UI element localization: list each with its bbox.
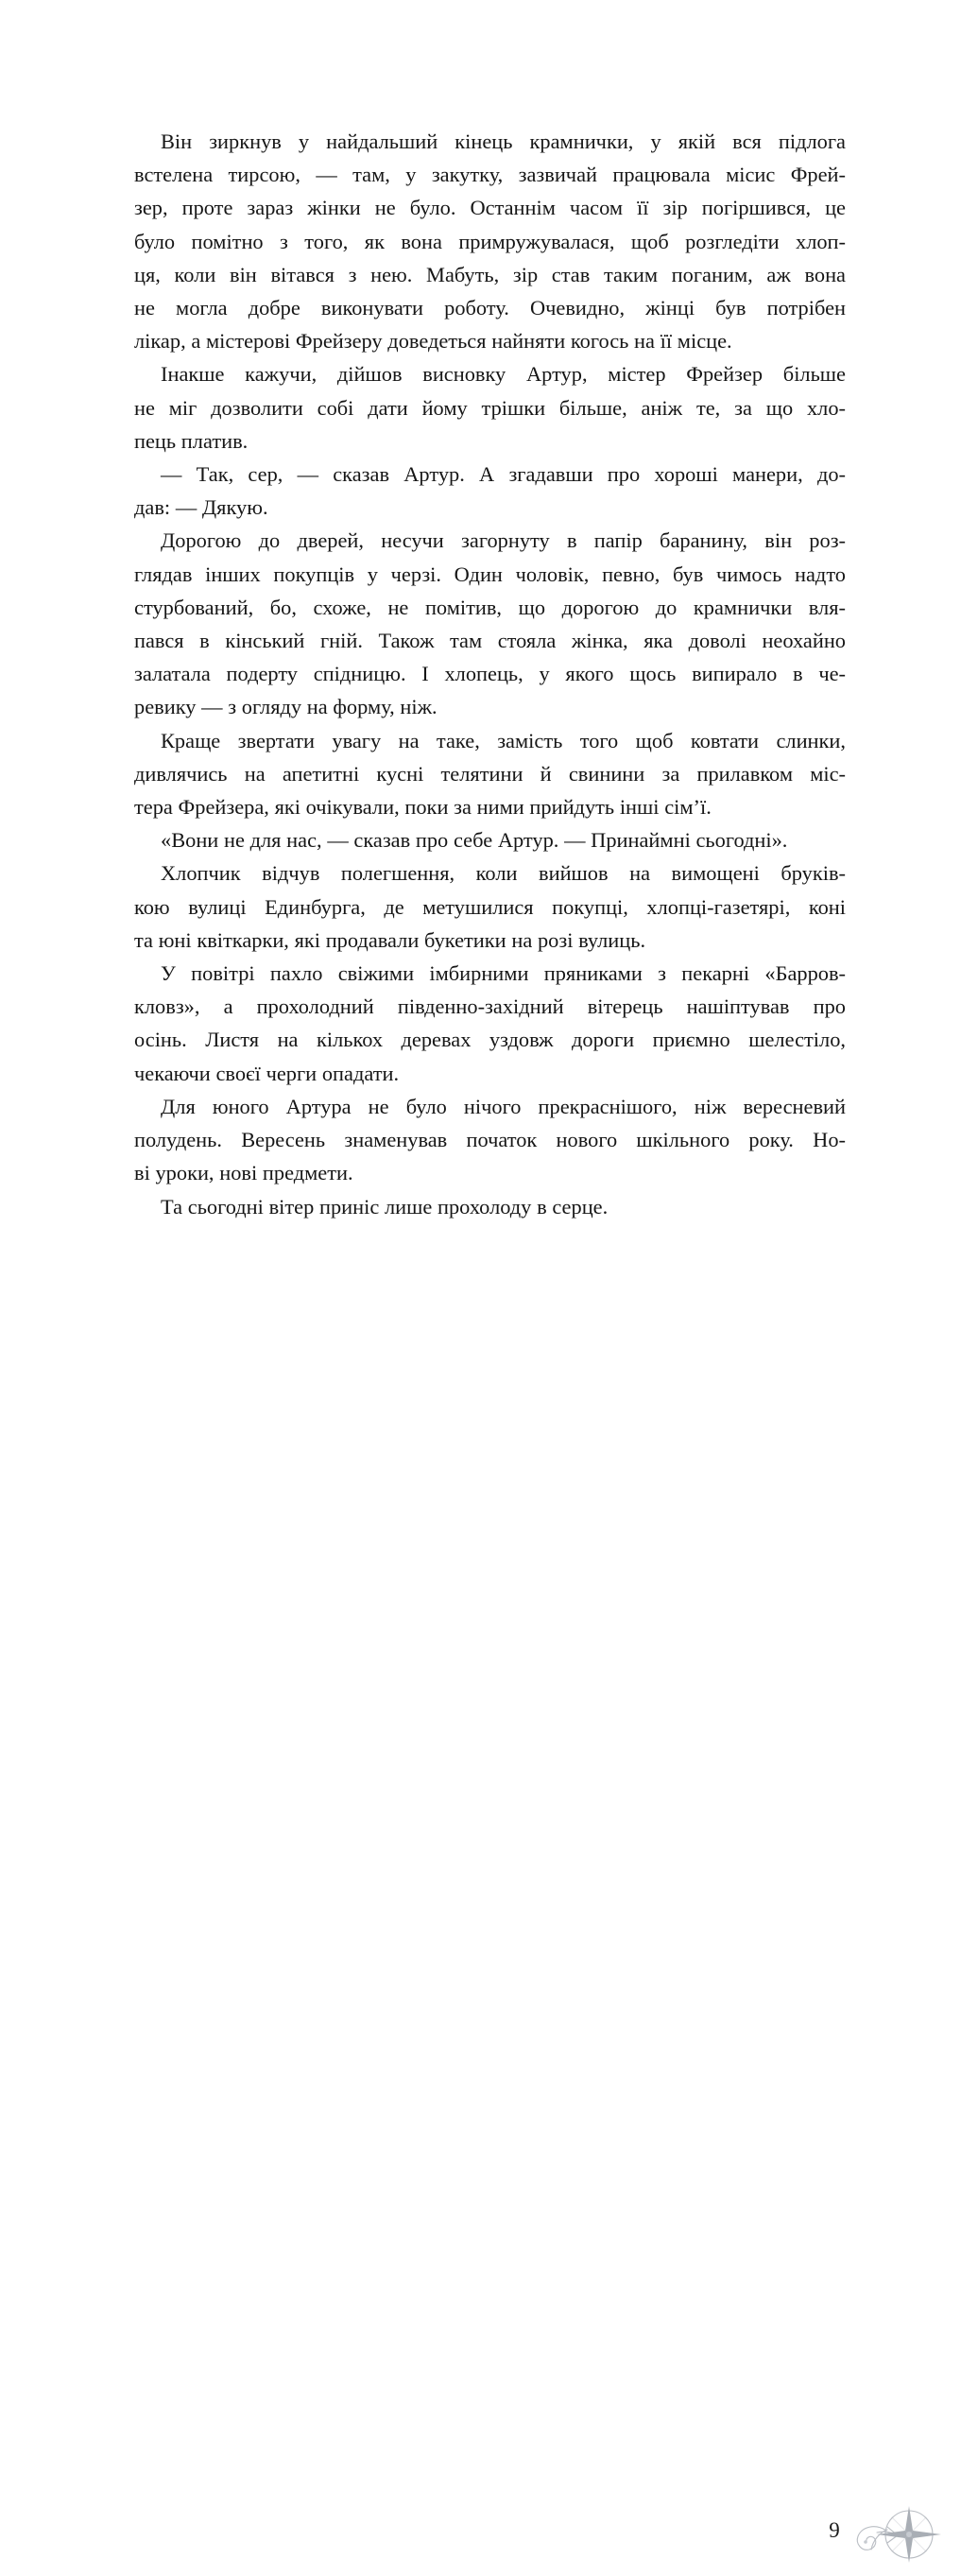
text-line: кловз», а прохолодний південно-західний вітерець нашіптував про bbox=[134, 994, 846, 1019]
body-text-block bbox=[134, 125, 846, 1223]
paragraph bbox=[134, 1090, 846, 1190]
text-line: зер, проте зараз жінки не було. Останнім часом її зір погіршився, це bbox=[134, 196, 846, 220]
page-number: 9 bbox=[829, 2518, 840, 2542]
page-footer bbox=[0, 1253, 978, 2542]
text-line: ця, коли він вітався з нею. Мабуть, зір став таким поганим, аж вона bbox=[134, 262, 846, 286]
text-line: полудень. Вересень знаменував початок нового шкільного року. Но- bbox=[134, 1128, 846, 1152]
text-line: дивлячись на апетитні кусні телятини й свинини за прилавком міс- bbox=[134, 761, 846, 786]
text-line: Дорогою до дверей, несучи загорнуту в папір баранину, він роз- bbox=[161, 528, 846, 553]
text-line: та юні квіткарки, які продавали букетики на розі вулиць. bbox=[134, 927, 646, 952]
text-line: ві уроки, нові предмети. bbox=[134, 1161, 353, 1185]
text-line: тера Фрейзера, які очікували, поки за ними прийдуть інші сім’ї. bbox=[134, 795, 712, 820]
text-line: У повітрі пахло свіжими імбирними пряниками з пекарні «Барров- bbox=[161, 961, 846, 986]
compass-rose-flourish-icon bbox=[849, 2498, 962, 2576]
paragraph bbox=[134, 1190, 846, 1223]
text-line: ревику — з огляду на форму, ніж. bbox=[134, 695, 438, 719]
text-line: Він зиркнув у найдальший кінець крамнички, у якій вся підлога bbox=[161, 130, 846, 153]
text-line: «Вони не для нас, — сказав про себе Артур. — Принаймні сьогодні». bbox=[161, 828, 788, 853]
text-line: осінь. Листя на кількох деревах уздовж дороги приємно шелестіло, bbox=[134, 1028, 846, 1052]
paragraph bbox=[134, 823, 846, 856]
text-line: пався в кінський гній. Також там стояла жінка, яка доволі неохайно bbox=[134, 629, 846, 653]
paragraph bbox=[134, 724, 846, 824]
text-line: залатала подерту спідницю. І хлопець, у якого щось випирало в че- bbox=[134, 662, 846, 686]
text-line: Хлопчик відчув полегшення, коли вийшов на вимощені бруків- bbox=[161, 861, 846, 886]
paragraph bbox=[134, 856, 846, 957]
text-line: — Так, сер, — сказав Артур. А згадавши про хороші манери, до- bbox=[161, 462, 846, 487]
paragraph bbox=[134, 458, 846, 524]
text-line: кою вулиці Единбурга, де метушилися покупці, хлопці-газетярі, коні bbox=[134, 894, 846, 919]
text-line: Для юного Артура не було нічого прекраснішого, ніж вересневий bbox=[161, 1094, 846, 1118]
text-line: глядав інших покупців у черзі. Один чоловік, певно, був чимось надто bbox=[134, 562, 846, 586]
text-line: не міг дозволити собі дати йому трішки більше, аніж те, за що хло- bbox=[134, 395, 846, 420]
text-line: дав: — Дякую. bbox=[134, 495, 268, 520]
paragraph bbox=[134, 524, 846, 723]
text-line: пець платив. bbox=[134, 428, 249, 453]
text-line: лікар, а містерові Фрейзеру доведеться найняти когось на її місце. bbox=[134, 329, 732, 354]
text-line: встелена тирсою, — там, у закутку, зазвичай працювала місис Фрей- bbox=[134, 163, 846, 187]
text-line: Та сьогодні вітер приніс лише прохолоду в серце. bbox=[161, 1194, 609, 1219]
paragraph bbox=[134, 957, 846, 1090]
paragraph bbox=[134, 357, 846, 458]
text-line: Інакше кажучи, дійшов висновку Артур, містер Фрейзер більше bbox=[161, 362, 846, 387]
text-line: стурбований, бо, схоже, не помітив, що дорогою до крамнички вля- bbox=[134, 595, 846, 619]
text-line: Краще звертати увагу на таке, замість того щоб ковтати слинки, bbox=[161, 728, 846, 752]
text-line: було помітно з того, як вона примружувалася, щоб розгледіти хлоп- bbox=[134, 229, 846, 253]
paragraph bbox=[134, 125, 846, 357]
text-line: не могла добре виконувати роботу. Очевидно, жінці був потрібен bbox=[134, 296, 846, 320]
text-line: чекаючи своєї черги опадати. bbox=[134, 1061, 400, 1085]
